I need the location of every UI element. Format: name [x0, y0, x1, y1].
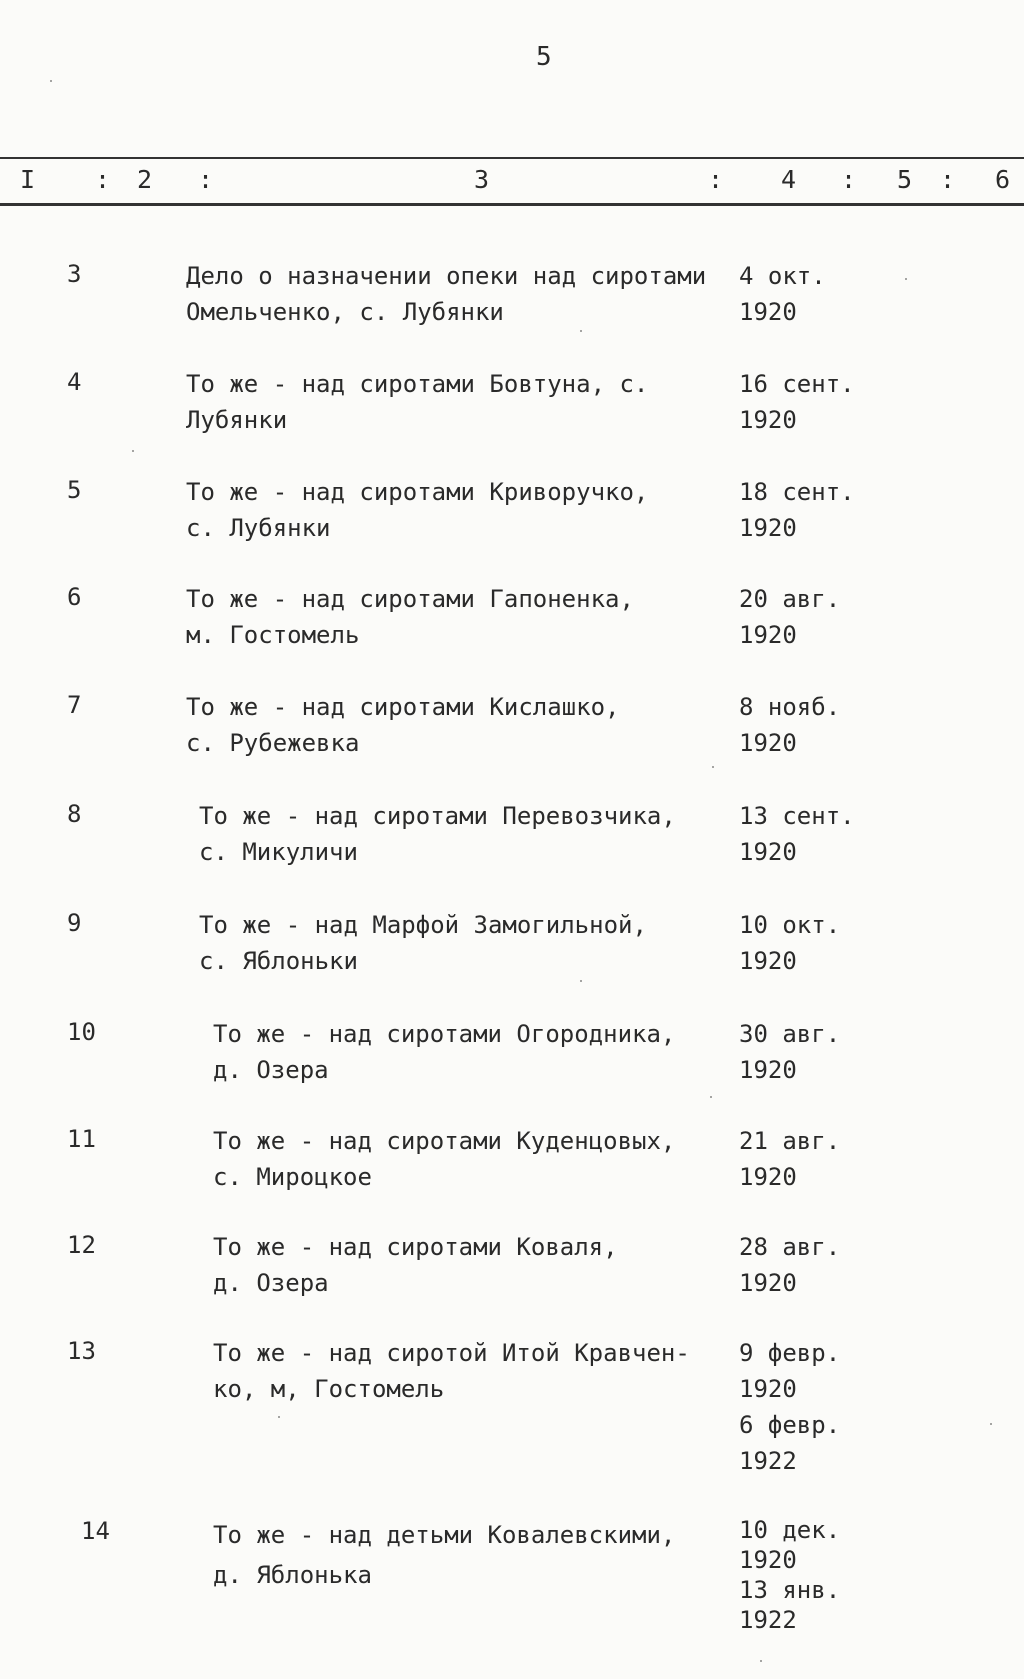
scan-speck: [760, 1660, 762, 1662]
description-line: То же - над сиротами Перевозчика,: [199, 802, 676, 830]
description-line: То же - над детьми Ковалевскими,: [213, 1521, 676, 1549]
description-line: То же - над Марфой Замогильной,: [199, 911, 647, 939]
entry-number: 13: [67, 1337, 96, 1365]
scan-speck: [905, 278, 907, 280]
entry-description: [213, 1229, 618, 1301]
scan-speck: [712, 766, 714, 768]
column-separator: :: [940, 165, 956, 194]
scan-speck: [50, 80, 52, 82]
entry-number: 14: [81, 1517, 110, 1545]
entry-number: 3: [67, 260, 82, 288]
entry-dates: [739, 689, 840, 761]
date-line: 1920: [739, 621, 797, 649]
entry-dates: [739, 258, 826, 330]
date-line: 1920: [739, 514, 797, 542]
description-line: д. Озера: [213, 1269, 329, 1297]
entry-description: [186, 258, 706, 330]
description-line: с. Рубежевка: [186, 729, 360, 757]
entry-description: [213, 1016, 675, 1088]
entry-description: [213, 1515, 675, 1595]
column-separator: :: [198, 165, 214, 194]
column-header-3: 3: [474, 165, 490, 194]
entry-dates: [739, 581, 840, 653]
date-line: 1922: [739, 1447, 797, 1475]
date-line: 21 авг.: [739, 1127, 841, 1155]
scan-speck: [580, 330, 582, 332]
column-separator: :: [708, 165, 724, 194]
date-line: 1920: [739, 1269, 797, 1297]
description-line: То же - над сиротами Куденцовых,: [213, 1127, 676, 1155]
entry-number: 6: [67, 583, 82, 611]
entry-dates: [739, 1016, 840, 1088]
date-line: 18 сент.: [739, 478, 855, 506]
date-line: 10 окт.: [739, 911, 841, 939]
description-line: Дело о назначении опеки над сиротами: [186, 262, 707, 290]
header-bottom-rule: [0, 203, 1024, 206]
date-line: 10 дек.: [739, 1516, 841, 1544]
entry-dates: [739, 1335, 840, 1479]
description-line: м. Гостомель: [186, 621, 360, 649]
entry-number: 9: [67, 909, 82, 937]
column-separator: :: [841, 165, 857, 194]
date-line: 30 авг.: [739, 1020, 841, 1048]
entry-description: [186, 689, 619, 761]
description-line: То же - над сиротами Криворучко,: [186, 478, 649, 506]
date-line: 6 февр.: [739, 1411, 841, 1439]
description-line: ко, м, Гостомель: [213, 1375, 445, 1403]
description-line: с. Лубянки: [186, 514, 331, 542]
date-line: 1920: [739, 1375, 797, 1403]
description-line: То же - над сиротами Бовтуна, с.: [186, 370, 649, 398]
date-line: 8 нояб.: [739, 693, 841, 721]
date-line: 1920: [739, 729, 797, 757]
date-line: 20 авг.: [739, 585, 841, 613]
date-line: 1920: [739, 1546, 797, 1574]
header-top-rule: [0, 157, 1024, 159]
column-header-4: 4: [781, 165, 797, 194]
entry-description: [186, 581, 634, 653]
entry-number: 12: [67, 1231, 96, 1259]
scan-speck: [580, 980, 582, 982]
entry-dates: [739, 907, 840, 979]
date-line: 28 авг.: [739, 1233, 841, 1261]
date-line: 9 февр.: [739, 1339, 841, 1367]
entry-description: [213, 1123, 675, 1195]
entry-description: [186, 474, 648, 546]
date-line: 1922: [739, 1606, 797, 1634]
entry-number: 8: [67, 800, 82, 828]
column-header-6: 6: [995, 165, 1011, 194]
column-header-5: 5: [897, 165, 913, 194]
date-line: 4 окт.: [739, 262, 826, 290]
date-line: 16 сент.: [739, 370, 855, 398]
scan-speck: [710, 1096, 712, 1098]
entry-description: [199, 798, 676, 870]
entry-dates: [739, 1515, 840, 1635]
description-line: То же - над сиротами Огородника,: [213, 1020, 676, 1048]
scan-speck: [278, 1416, 280, 1418]
entry-dates: [739, 1123, 840, 1195]
description-line: Лубянки: [186, 406, 288, 434]
entry-number: 7: [67, 691, 82, 719]
entry-dates: [739, 474, 855, 546]
column-header-2: 2: [137, 165, 153, 194]
description-line: с. Микуличи: [199, 838, 358, 866]
description-line: Омельченко, с. Лубянки: [186, 298, 504, 326]
date-line: 1920: [739, 1056, 797, 1084]
date-line: 1920: [739, 1163, 797, 1191]
entry-number: 4: [67, 368, 82, 396]
date-line: 1920: [739, 298, 797, 326]
scan-speck: [990, 1423, 992, 1425]
description-line: То же - над сиротами Гапоненка,: [186, 585, 634, 613]
date-line: 1920: [739, 838, 797, 866]
description-line: д. Озера: [213, 1056, 329, 1084]
description-line: с. Мироцкое: [213, 1163, 372, 1191]
entry-description: [199, 907, 647, 979]
entry-description: [213, 1335, 690, 1407]
entry-dates: [739, 798, 855, 870]
column-separator: :: [95, 165, 111, 194]
entry-number: 11: [67, 1125, 96, 1153]
description-line: д. Яблонька: [213, 1561, 372, 1589]
entry-description: [186, 366, 648, 438]
description-line: То же - над сиротами Коваля,: [213, 1233, 618, 1261]
description-line: То же - над сиротой Итой Кравчен-: [213, 1339, 690, 1367]
date-line: 13 сент.: [739, 802, 855, 830]
date-line: 1920: [739, 406, 797, 434]
entry-number: 5: [67, 476, 82, 504]
description-line: с. Яблоньки: [199, 947, 358, 975]
page-number: 5: [536, 42, 552, 72]
entry-dates: [739, 366, 855, 438]
column-header-1: I: [20, 165, 36, 194]
scan-speck: [132, 450, 134, 452]
date-line: 1920: [739, 947, 797, 975]
description-line: То же - над сиротами Кислашко,: [186, 693, 620, 721]
entry-dates: [739, 1229, 840, 1301]
date-line: 13 янв.: [739, 1576, 841, 1604]
entry-number: 10: [67, 1018, 96, 1046]
